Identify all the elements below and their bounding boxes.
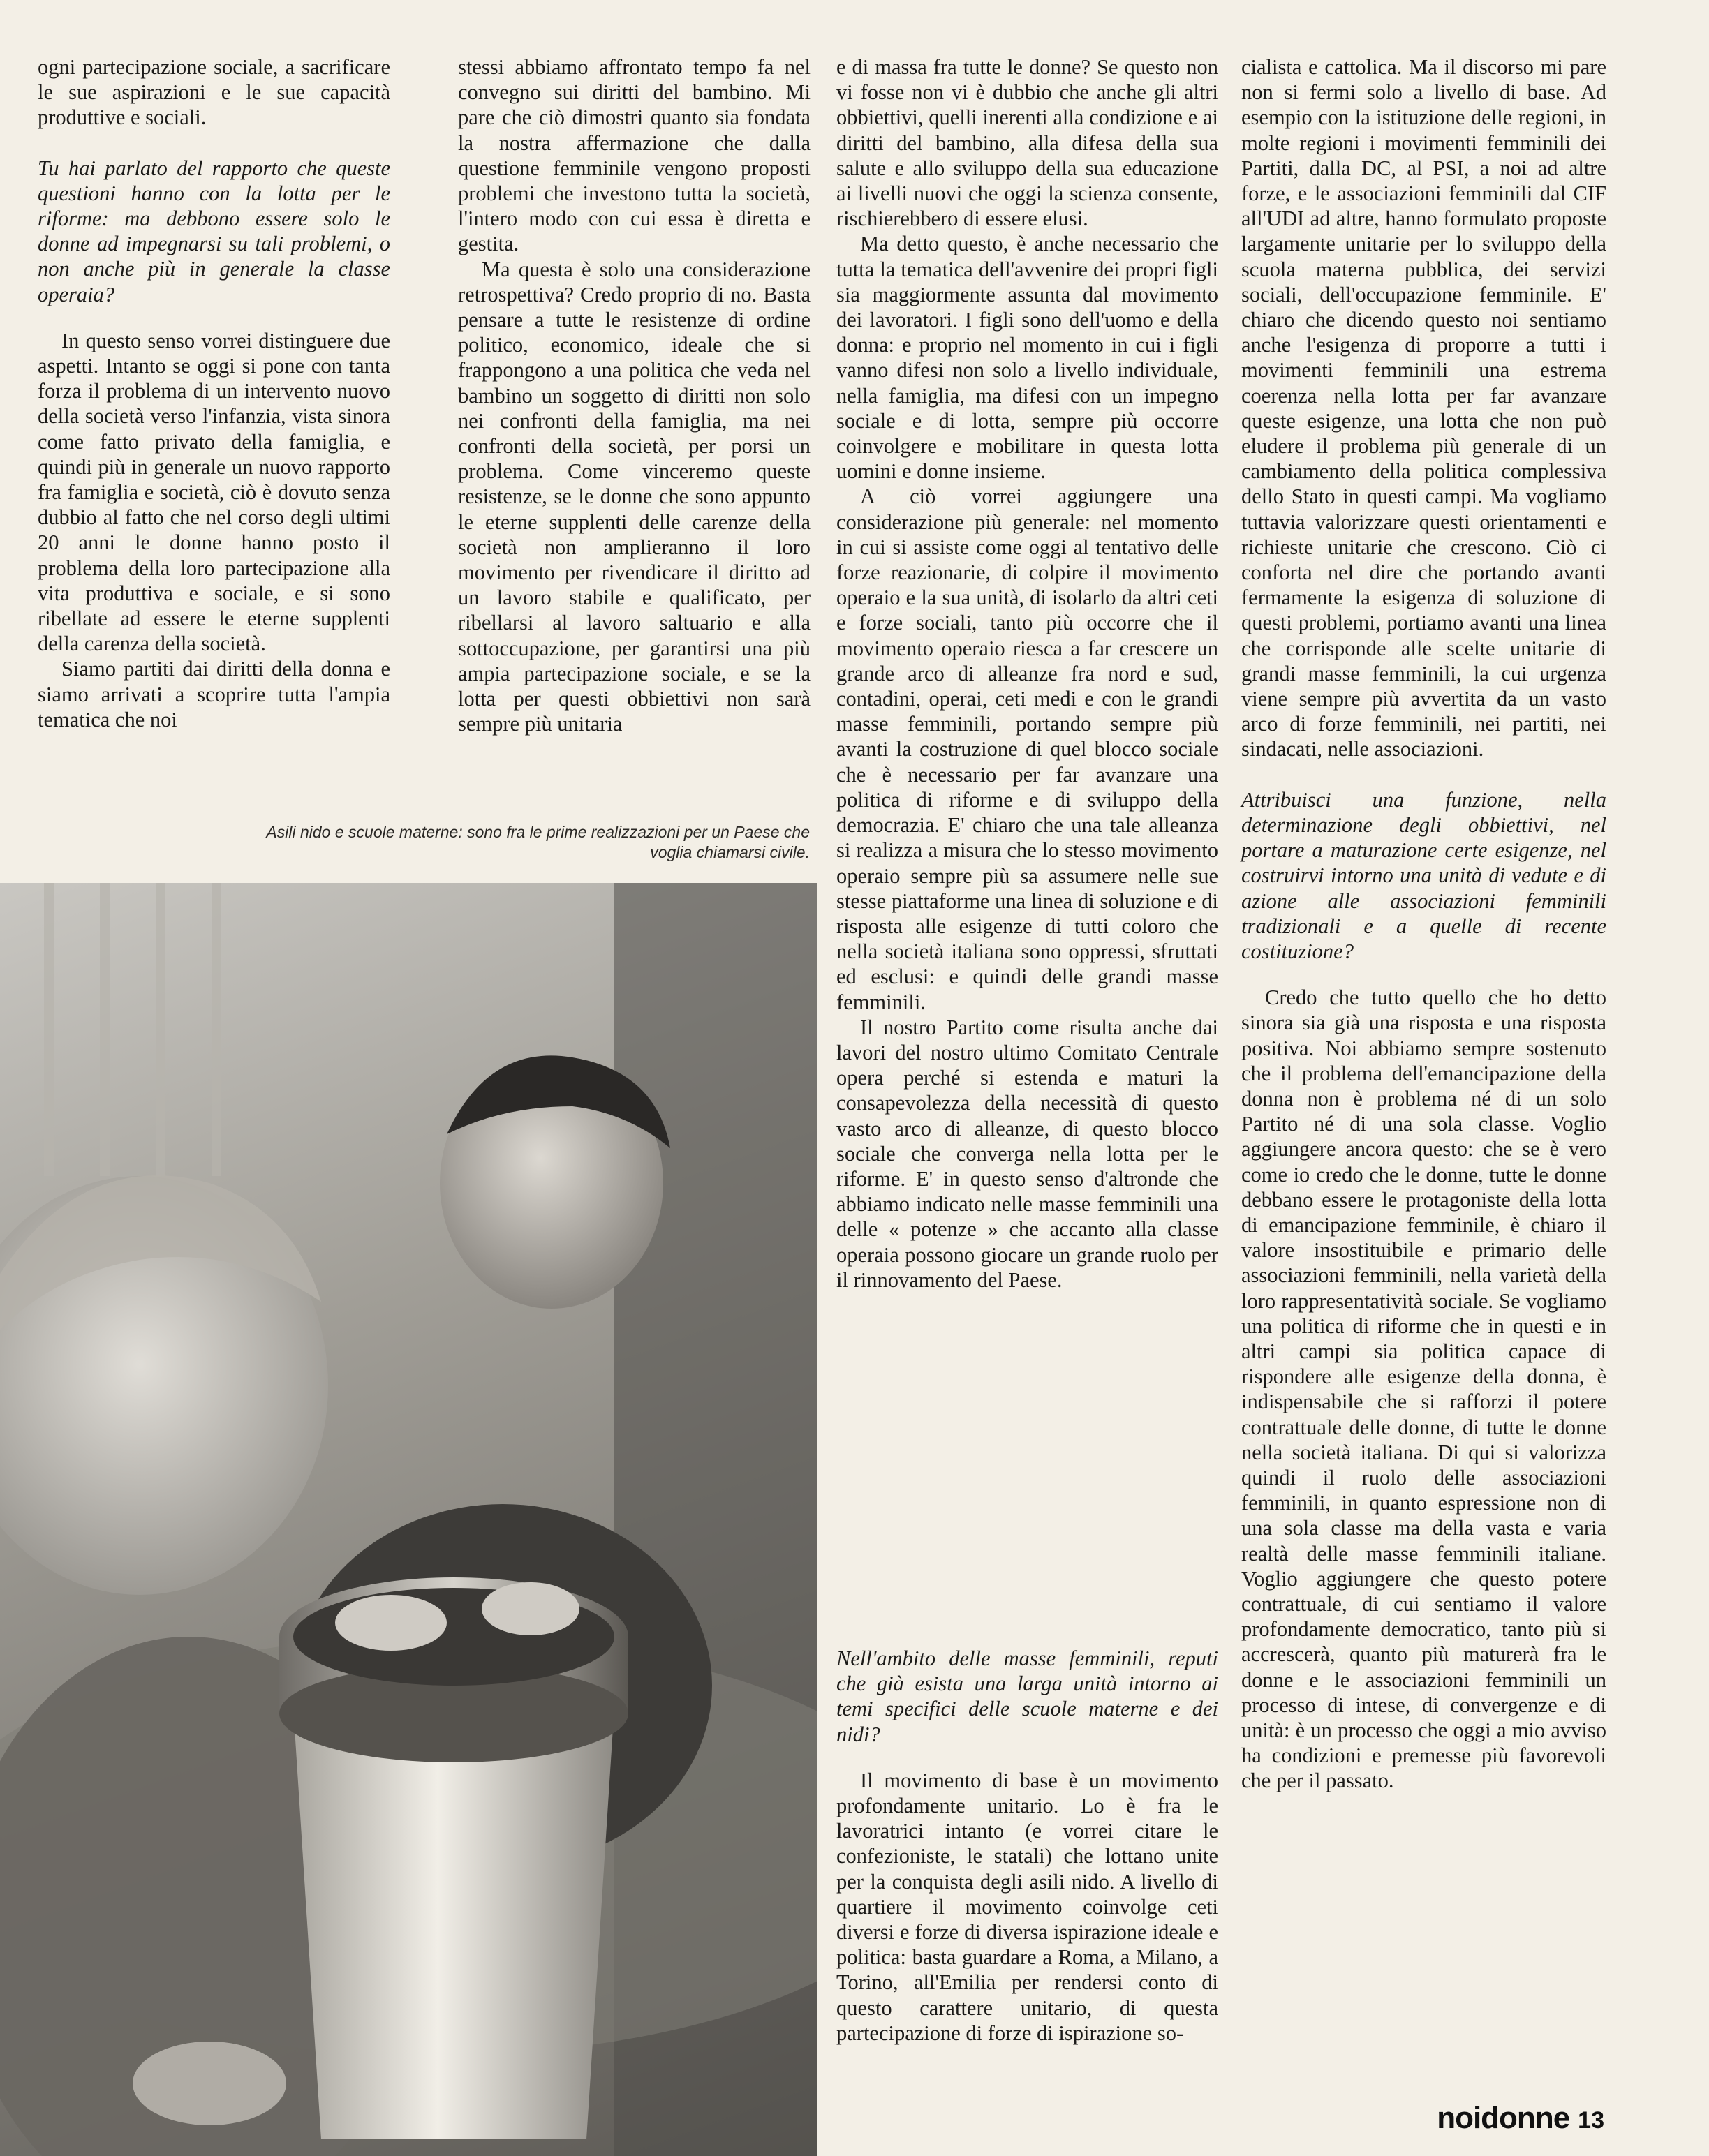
- interview-question: Nell'ambito delle masse femminili, reputi che già esista una larga unità intorno ai temi specifici delle scuole materne e dei nidi?: [836, 1646, 1218, 1746]
- article-column-3: [836, 54, 1218, 1293]
- magazine-logo: noidonne: [1437, 2101, 1570, 2135]
- article-column-4: [1241, 54, 1606, 1794]
- paragraph: cialista e cattolica. Ma il discorso mi pare non si fermi solo a livello di base. Ad esempio con la istituzione delle regioni, in molte regioni i movimenti femminili dei Partiti, dalla DC, al PSI, a noi ad altre forze, e le associazioni femminili dal CIF all'UDI ad altre, hanno formulato proposte largamente unitarie per lo sviluppo della scuola materna pubblica, dei servizi sociali, dell'occupazione femminile. E' chiaro che dicendo questo noi sentiamo anche l'esigenza di proporre a tutti i movimenti femminili una estrema coerenza nella lotta per far avanzare queste esigenze, una lotta che non può eludere il problema più generale di un cambiamento della politica complessiva dello Stato in questi campi. Ma vogliamo tuttavia valorizzare questi orientamenti e richieste unitarie che crescono. Ciò ci conforta nel dire che portando avanti fermamente la esigenza di soluzione di questi problemi, portiamo avanti una linea che corrisponde alle scelte unitarie di grandi masse femminili, la cui urgenza viene sempre più avvertita da un vasto arco di forze femminili, nei partiti, nei sindacati, nelle associazioni.: [1241, 55, 1606, 761]
- paragraph: Il movimento di base è un movimento profondamente unitario. Lo è fra le lavoratrici intanto (e vorrei citare le confezioniste, le statali) che lottano unite per la conquista degli asili nido. A livello di quartiere il movimento coinvolge ceti diversi e forze di diversa ispirazione ideale e politica: basta guardare a Roma, a Milano, a Torino, all'Emilia per rendersi conto di questo carattere unitario, di questa partecipazione di forze di ispirazione so-: [836, 1768, 1218, 2045]
- paragraph: stessi abbiamo affrontato tempo fa nel convegno sui diritti del bambino. Mi pare che ciò dimostri quanto sia fondata la nostra affermazione che dalla questione femminile vengono proposti problemi che investono tutta la società, l'intero modo con cui essa è diretta e gestita.: [458, 55, 811, 256]
- paragraph: Credo che tutto quello che ho detto sinora sia già una risposta e una risposta positiva. Noi abbiamo sempre sostenuto che il problema dell'emancipazione della donna non è problema né di un solo Partito né di una sola classe. Voglio aggiungere ancora questo: che se è vero come io credo che le donne, tutte le donne debbano essere le protagoniste della lotta di emancipazione femminile, è chiaro il valore insostituibile e primario delle associazioni femminili, nella varietà della loro rappresentatività sociale. Se vogliamo una politica di riforme che in questi e in altri campi sia politica capace di rispondere alle esigenze della donna, è indispensabile che si rafforzi il potere contrattuale delle donne, di tutte le donne nella società italiana. Di qui si valorizza quindi il ruolo delle associazioni femminili, in quanto espressione non di una sola classe ma della vasta e varia realtà delle masse femminili italiane. Voglio aggiungere che questo potere contrattuale, di cui sentiamo il valore profondamente democratico, tanto più si accrescerà, quanto più maturerà fra le donne e le associazioni femminili un processo di intese, di convergenze e di unità: è un processo che oggi a mio avviso ha condizioni e premesse più favorevoli che per il passato.: [1241, 986, 1606, 1793]
- paragraph: Ma questa è solo una considerazione retrospettiva? Credo proprio di no. Basta pensare a tutte le resistenze di ordine politico, economico, ideale che si frappongono a una politica che veda nel bambino un soggetto di diritti non solo nei confronti della famiglia, ma nei confronti della società, per porsi un problema. Come vinceremo queste resistenze, se le donne che sono appunto le eterne supplenti delle carenze della società non amplieranno il loro movimento per rivendicare il diritto ad un lavoro stabile e qualificato, per ribellarsi al lavoro saltuario e alla sottoccupazione, per garantirsi una più ampia partecipazione sociale, e se la lotta per questi obbiettivi non sarà sempre più unitaria: [458, 257, 811, 736]
- article-column-3-lower: [836, 1621, 1218, 2046]
- interview-question: Tu hai parlato del rapporto che queste questioni hanno con la lotta per le riforme: ma debbono essere solo le donne ad impegnarsi su tali problemi, o non anche più in generale la classe operaia?: [38, 156, 390, 306]
- paragraph: In questo senso vorrei distinguere due aspetti. Intanto se oggi si pone con tanta forza il problema di un intervento nuovo della società verso l'infanzia, vista sinora come fatto privato della famiglia, e quindi più in generale un nuovo rapporto fra famiglia e società, ciò è dovuto senza dubbio al fatto che nel corso degli ultimi 20 anni le donne hanno posto il problema della loro partecipazione alla vita produttiva e sociale, e si sono ribellate ad essere le eterne supplenti della carenza della società.: [38, 328, 390, 656]
- photo-children-playing: [0, 883, 817, 2156]
- paragraph: Ma detto questo, è anche necessario che tutta la tematica dell'avvenire dei propri figli sia maggiormente assunta dal movimento dei lavoratori. I figli sono dell'uomo e della donna: e proprio nel momento in cui i figli vanno difesi non solo a livello individuale, nella famiglia, ma difesi con un impegno sociale e di lotta, sempre più occorre coinvolgere e mobilitare in questa lotta uomini e donne insieme.: [836, 232, 1218, 484]
- paragraph: Il nostro Partito come risulta anche dai lavori del nostro ultimo Comitato Centrale opera perché si estenda e maturi la consapevolezza della necessità di questo vasto arco di alleanze, di questo blocco sociale che converga nella lotta per le riforme. E' in questo senso d'altronde che abbiamo indicato nelle masse femminili una delle « potenze » che accanto alla classe operaia possono giocare un grande ruolo per il rinnovamento del Paese.: [836, 1015, 1218, 1292]
- page-footer: [1437, 2101, 1604, 2136]
- page-number: 13: [1578, 2107, 1604, 2134]
- article-column-1: [38, 54, 390, 732]
- article-column-2: [458, 54, 811, 736]
- paragraph: e di massa fra tutte le donne? Se questo non vi fosse non vi è dubbio che anche gli altri obbiettivi, quelli inerenti alla condizione e ai diritti del bambino, alla difesa della sua salute e allo sviluppo della sua educazione ai livelli nuovi che oggi la scienza consente, rischierebbero di essere elusi.: [836, 55, 1218, 231]
- paragraph: A ciò vorrei aggiungere una considerazione più generale: nel momento in cui si assiste come oggi al tentativo delle forze reazionarie, di colpire il movimento operaio e la sua unità, di isolarlo da altri ceti e forze sociali, tanto più occorre che il movimento operaio riesca a far crescere un grande arco di alleanze fra nord e sud, contadini, operai, ceti medi e con le grandi masse femminili, portando sempre più avanti la costruzione di quel blocco sociale che è necessario per far avanzare una politica di riforme e di sviluppo della democrazia. E' chiaro che una tale alleanza si realizza a misura che lo stesso movimento operaio sempre più sa assumere nelle sue stesse piattaforme una linea di soluzione e di risposta alle esigenze di tutti coloro che nella società italiana sono oppressi, sfruttati ed esclusi: e quindi delle grandi masse femminili.: [836, 484, 1218, 1014]
- photo-illustration: [0, 883, 817, 2156]
- paragraph: ogni partecipazione sociale, a sacrificare le sue aspirazioni e le sue capacità produttive e sociali.: [38, 55, 390, 130]
- interview-question: Attribuisci una funzione, nella determinazione degli obbiettivi, nel portare a maturazione certe esigenze, nel costruirvi intorno una unità di vedute e di azione alle associazioni femminili tradizionali e a quelle di recente costituzione?: [1241, 787, 1606, 963]
- photo-caption: Asili nido e scuole materne: sono fra le prime realizzazioni per un Paese che voglia chiamarsi civile.: [266, 823, 810, 861]
- paragraph: Siamo partiti dai diritti della donna e siamo arrivati a scoprire tutta l'ampia tematica che noi: [38, 657, 390, 731]
